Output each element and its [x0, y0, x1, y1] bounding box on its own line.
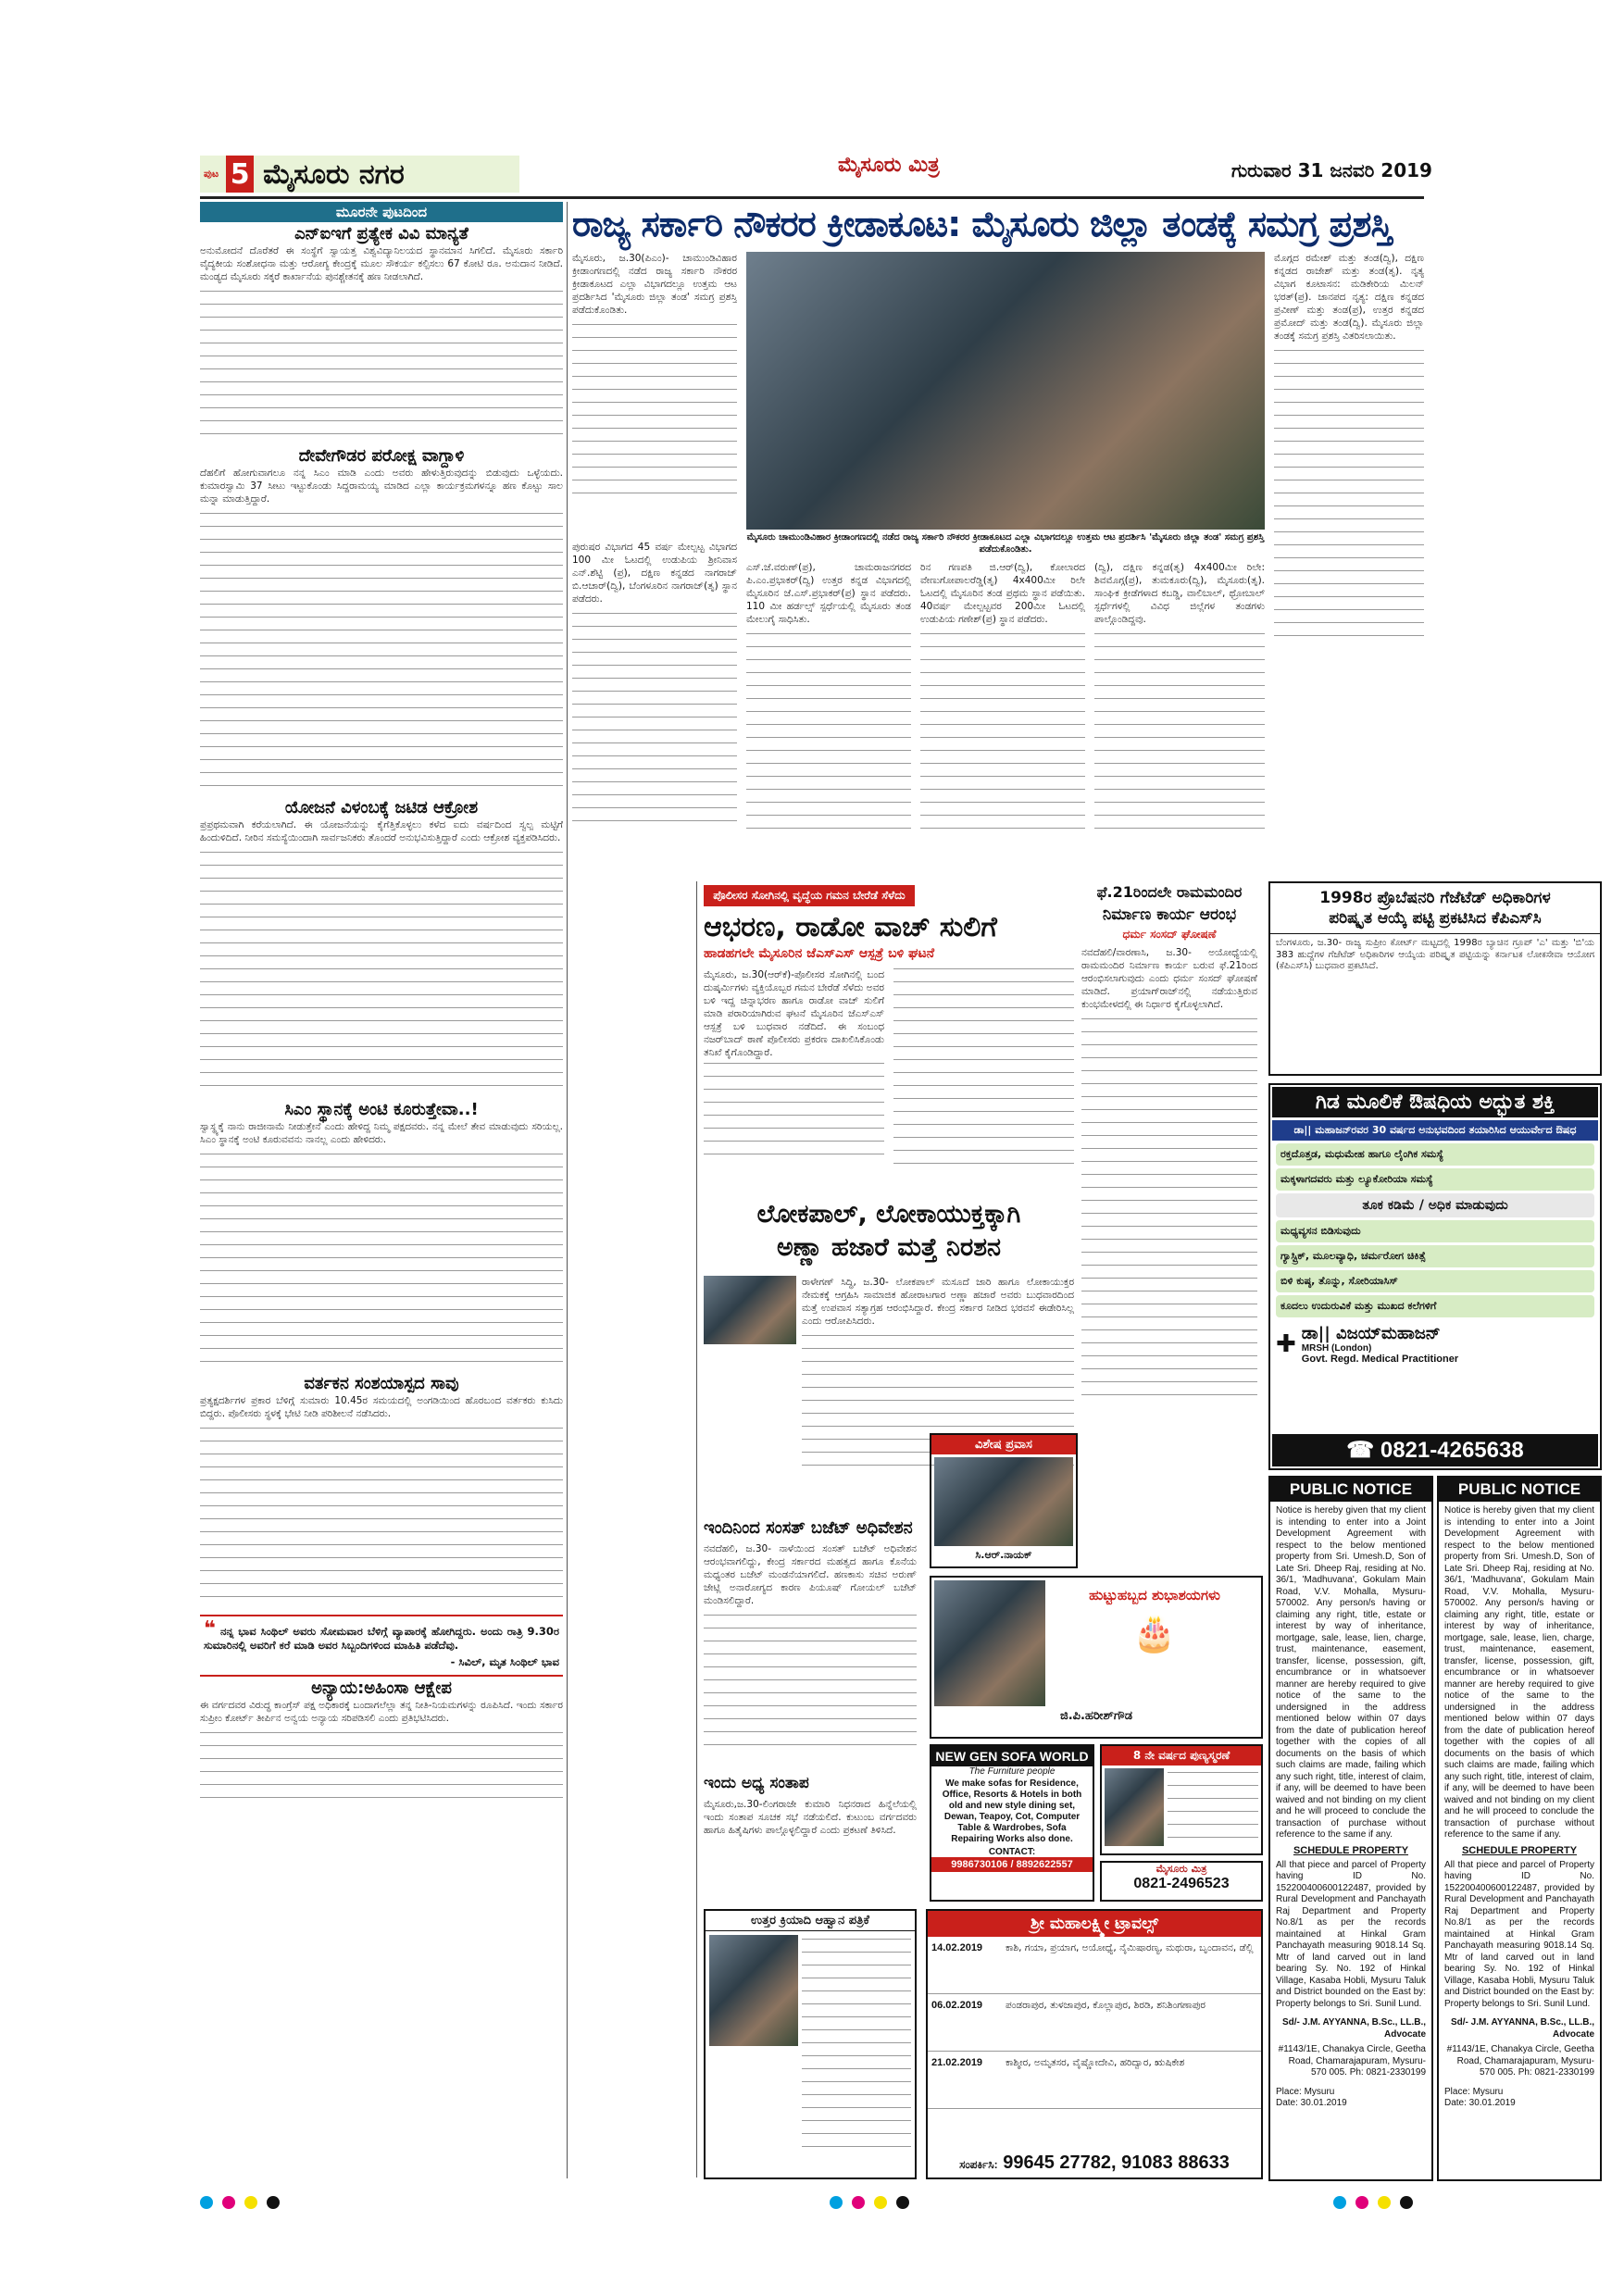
notice-address: #1143/1E, Chanakya Circle, Geetha Road, Chamarajapuram, Mysuru-570 005. Ph: 0821-2330199	[1446, 2044, 1594, 2078]
main-headline: ರಾಜ್ಯ ಸರ್ಕಾರಿ ನೌಕರರ ಕ್ರೀಡಾಕೂಟ: ಮೈಸೂರು ಜಿಲ್ಲಾ ತಂಡಕ್ಕೆ ಸಮಗ್ರ ಪ್ರಶಸ್ತಿ	[572, 204, 1392, 244]
travel-contact	[931, 2152, 1257, 2174]
black-dot	[267, 2196, 280, 2209]
black-dot	[1400, 2196, 1413, 2209]
birthday-photo	[934, 1580, 1045, 1706]
sofa-title: NEW GEN SOFA WORLD	[931, 1746, 1093, 1766]
herbal-title: ಗಿಡ ಮೂಲಿಕೆ ಔಷಧಿಯ ಅದ್ಭುತ ಶಕ್ತಿ	[1272, 1087, 1598, 1117]
text-block	[1081, 1015, 1257, 1404]
budget-headline: ಇಂದಿನಿಂದ ಸಂಸತ್ ಬಜೆಟ್ ಅಧಿವೇಶನ	[704, 1518, 913, 1538]
schedule-body: All that piece and parcel of Property having ID No. 152200400600122487, provided by Rural Development and Panchayath Raj Department and Property No.8/1 as per the records maintained at Hinkal Gram Panchayath measuring 9018.14 Sq. Mtr of land carved out in land bearing Sy. No. 192 of Hinkal Village, Kasaba Hobli, Mysuru Taluk and District bounded on the East by: Property belongs to Sri. Sunil Lund.	[1444, 1859, 1594, 2009]
page-number: 5	[226, 156, 254, 193]
story-headline: ಅನ್ಯಾಯ:ಅಹಿಂಸಾ ಆಕ್ಷೇಪ	[311, 1678, 452, 1698]
robbery-kicker: ಪೊಲೀಸರ ಸೋಗಿನಲ್ಲಿ ವೃದ್ಧೆಯ ಗಮನ ಬೇರೆಡೆ ಸೆಳೆದು	[704, 885, 915, 906]
doctor-qual: MRSH (London)	[1301, 1343, 1372, 1354]
text-block	[200, 1728, 563, 1803]
herbal-item: ತೂಕ ಕಡಿಮೆ / ಅಧಿಕ ಮಾಡುವುದು	[1276, 1193, 1594, 1217]
story-body: ಎಸ್.ಜೆ.ವರುಣ್(ಪ್ರ), ಚಾಮರಾಜನಗರದ ಪಿ.ಎಂ.ಪ್ರಭಾಕರ್(ದ್ವಿ) ಉತ್ತರ ಕನ್ನಡ ವಿಭಾಗದಲ್ಲಿ ಮೈಸೂರಿನ ಜೆ.ಎಸ್.ಪ್ರಭಾಕರ್(ಪ್ರ) ಸ್ಥಾನ ಪಡೆದರು. 110 ಮೀ ಹರ್ಡಲ್ಸ್ ಸ್ಪರ್ಧೆಯಲ್ಲಿ ಮೈಸೂರು ತಂಡ ಮೇಲುಗೈ ಸಾಧಿಸಿತು.	[746, 562, 911, 625]
continued-kicker: ಮೂರನೇ ಪುಟದಿಂದ	[200, 202, 563, 222]
text-block	[200, 287, 563, 444]
text-block	[200, 1150, 563, 1372]
herbal-phone-number: 0821-4265638	[1380, 1438, 1524, 1463]
doctor-name: ಡಾ|| ವಿಜಯ್‌ಮಹಾಜನ್	[1301, 1324, 1441, 1343]
herbal-ad	[1268, 1083, 1602, 1470]
story-body: ಸ್ವಾಸ್ಥ್ಯಕ್ಕೆ ನಾನು ರಾಜೀನಾಮೆ ನೀಡುತ್ತೇನೆ ಎಂದು ಹೇಳಿದ್ದ ನಿಮ್ಮ ಪಕ್ಷದವರು. ನನ್ನ ಮೇಲೆ ತೇವ ಮಾಡುವುದು ಸರಿಯಲ್ಲ. ಸಿಎಂ ಸ್ಥಾನಕ್ಕೆ ಅಂಟಿ ಕೂರುವವನು ನಾನಲ್ಲ ಎಂದು ಹೇಳಿದರು.	[200, 1121, 563, 1145]
death-invite-ad	[704, 1909, 917, 2179]
story-body: ಮೈಸೂರು,ಜ.30-ಲಿಂಗರಾಜೇ ಕುಮಾರಿ ನಿಧನರಾದ ಹಿನ್ನೆಲೆಯಲ್ಲಿ ಇಂದು ಸಂತಾಪ ಸೂಚಕ ಸಭೆ ನಡೆಯಲಿದೆ. ಕುಟುಂಬ ವರ್ಗದವರು ಹಾಗೂ ಹಿತೈಷಿಗಳು ಪಾಲ್ಗೊಳ್ಳಲಿದ್ದಾರೆ ಎಂದು ಪ್ರಕಟಣೆ ತಿಳಿಸಿದೆ.	[704, 1799, 917, 1836]
medical-cross-icon: ✚	[1276, 1330, 1296, 1358]
person-photo	[934, 1457, 1073, 1546]
anniversary-ad	[1100, 1744, 1263, 1855]
text-block	[746, 630, 911, 833]
sports-team-photo	[746, 252, 1265, 530]
text-block	[200, 848, 563, 1098]
sofa-ad	[930, 1744, 1094, 1902]
section-title: ಮೈಸೂರು ನಗರ	[263, 157, 405, 191]
lokpal-headline-2: ಅಣ್ಣಾ ಹಜಾರೆ ಮತ್ತೆ ನಿರಶನ	[776, 1233, 1002, 1262]
notice-address: #1143/1E, Chanakya Circle, Geetha Road, Chamarajapuram, Mysuru-570 005. Ph: 0821-2330199	[1278, 2044, 1426, 2078]
birthday-name: ಜಿ.ಪಿ.ಹರೀಶ್‌ಗೌಡ	[1059, 1709, 1133, 1723]
quote-mark-icon: ❝	[204, 1617, 216, 1641]
main-column-b	[746, 561, 911, 876]
anniversary-title	[1102, 1746, 1261, 1766]
story-headline: ದೇವೇಗೌಡರ ಪರೋಕ್ಷ ವಾಗ್ದಾಳಿ	[298, 446, 465, 466]
story-headline: ಯೋಜನೆ ವಿಳಂಬಕ್ಕೆ ಜಟಿಡ ಆಕ್ರೋಶ	[284, 798, 479, 817]
travel-desc: ಪಂಡರಾಪುರ, ತುಳಜಾಪುರ, ಕೊಲ್ಲಾಪುರ, ಶಿರಡಿ, ಶನಿಶಿಂಗಣಾಪುರ	[1006, 2000, 1206, 2011]
text-block	[1168, 1768, 1258, 1846]
anniversary-number: 8	[1132, 1749, 1142, 1762]
cyan-dot	[200, 2196, 213, 2209]
travel-desc: ಕಾಶ್ಮೀರ, ಅಮೃತಸರ, ವೈಷ್ಣೋದೇವಿ, ಹರಿದ್ವಾರ, ಋಷಿಕೇಶ	[1006, 2057, 1185, 2068]
story-headline: ಎನ್‌ಐಇಗೆ ಪ್ರತ್ಯೇಕ ವಿವಿ ಮಾನ್ಯತೆ	[294, 224, 468, 243]
story-body: ನವದೆಹಲಿ/ವಾರಣಾಸಿ, ಜ.30- ಅಯೋಧ್ಯೆಯಲ್ಲಿ ರಾಮಮಂದಿರ ನಿರ್ಮಾಣ ಕಾರ್ಯ ಬರುವ ಫೆ.21ರಿಂದ ಆರಂಭಿಸಲಾಗುವುದು ಎಂದು ಧರ್ಮ ಸಂಸದ್ ಘೋಷಣೆ ಮಾಡಿದೆ. ಪ್ರಯಾಗ್‌ರಾಜ್‌ನಲ್ಲಿ ನಡೆಯುತ್ತಿರುವ ಕುಂಭಮೇಳದಲ್ಲಿ ಈ ನಿರ್ಧಾರ ಕೈಗೊಳ್ಳಲಾಗಿದೆ.	[1081, 947, 1257, 1010]
yellow-dot	[1378, 2196, 1391, 2209]
date-line: ಗುರುವಾರ 31 ಜನವರಿ 2019	[1231, 159, 1432, 181]
birthday-ad	[930, 1576, 1263, 1739]
robbery-body	[704, 968, 1074, 1191]
story-body: ಪುರುಷರ ವಿಭಾಗದ 45 ವರ್ಷ ಮೇಲ್ಪಟ್ಟ ವಿಭಾಗದ 100 ಮೀ ಓಟದಲ್ಲಿ ಉಡುಪಿಯ ಶ್ರೀನಿವಾಸ ಎನ್.ಶೆಟ್ಟಿ (ಪ್ರ), ದಕ್ಷಿಣ ಕನ್ನಡದ ನಾಗರಾಜ್ ಬಿ.ಆಚಾರ್(ದ್ವಿ), ಬೆಂಗಳೂರಿನ ನಾಗರಾಜ್(ತೃ) ಸ್ಥಾನ ಪಡೆದರು.	[572, 542, 737, 605]
budget-body	[704, 1542, 917, 1765]
text-block	[572, 609, 737, 831]
robbery-headline: ಆಭರಣ, ರಾಡೋ ವಾಚ್ ಸುಲಿಗೆ	[704, 911, 997, 943]
robbery-subhead: ಹಾಡಹಗಲೇ ಮೈಸೂರಿನ ಜೆಎಸ್‌ಎಸ್ ಆಸ್ಪತ್ರೆ ಬಳಿ ಘಟನೆ	[704, 946, 935, 961]
kpsc-body: ಬೆಂಗಳೂರು, ಜ.30- ರಾಜ್ಯ ಸುಪ್ರೀಂ ಕೋರ್ಟ್ ಮಟ್ಟದಲ್ಲಿ 1998ರ ಬ್ಯಾಚಿನ ಗ್ರೂಪ್ 'ಎ' ಮತ್ತು 'ಬಿ'ಯ 383 ಹುದ್ದೆಗಳ ಗೆಜೆಟೆಡ್ ಅಧಿಕಾರಿಗಳ ಆಯ್ಕೆಯ ಪರಿಷ್ಕೃತ ಪಟ್ಟಿಯನ್ನು ಕರ್ನಾಟಕ ಲೋಕಸೇವಾ ಆಯೋಗ (ಕೆಪಿಎಸ್‌ಸಿ) ಬುಧವಾರ ಪ್ರಕಟಿಸಿದೆ.	[1276, 938, 1594, 971]
travel-title: ಶ್ರೀ ಮಹಾಲಕ್ಷ್ಮೀ ಟ್ರಾವಲ್ಸ್	[928, 1911, 1261, 1937]
travel-desc: ಕಾಶಿ, ಗಯಾ, ಪ್ರಯಾಗ, ಅಯೋಧ್ಯೆ, ನೈಮಿಷಾರಣ್ಯ, ಮಥುರಾ, ಬೃಂದಾವನ, ಡೆಲ್ಲಿ	[1006, 1942, 1254, 1953]
travel-date: 06.02.2019	[931, 2000, 983, 2011]
travel-row	[928, 1994, 1261, 2052]
visesha-title: ವಿಶೇಷ ಪ್ರವಾಸ	[931, 1435, 1076, 1454]
header-rule	[200, 196, 1424, 199]
notice-date: Date: 30.01.2019	[1276, 2098, 1347, 2108]
herbal-item: ರಕ್ತದೊತ್ತಡ, ಮಧುಮೇಹ ಹಾಗೂ ಲೈಂಗಿಕ ಸಮಸ್ಯೆ	[1276, 1143, 1594, 1166]
story-body: ರಿನ ಗಣಪತಿ ಜಿ.ಆರ್(ದ್ವಿ), ಕೋಲಾರದ ವೇಣುಗೋಪಾಲರೆಡ್ಡಿ(ತೃ) 4x400ಮೀ ರಿಲೇ ಓಟದಲ್ಲಿ ಮೈಸೂರಿನ ತಂಡ ಪ್ರಥಮ ಸ್ಥಾನ ಪಡೆಯಿತು. 40ವರ್ಷ ಮೇಲ್ಪಟ್ಟವರ 200ಮೀ ಓಟದಲ್ಲಿ ಉಡುಪಿಯ ಗಣೇಶ್(ಪ್ರ) ಸ್ಥಾನ ಪಡೆದರು.	[920, 562, 1085, 625]
public-notice-1	[1268, 1476, 1433, 2181]
photo-caption: ಮೈಸೂರು ಚಾಮುಂಡಿವಿಹಾರ ಕ್ರೀಡಾಂಗಣದಲ್ಲಿ ನಡೆದ ರಾಜ್ಯ ಸರ್ಕಾರಿ ನೌಕರರ ಕ್ರೀಡಾಕೂಟದ ಎಲ್ಲಾ ವಿಭಾಗದಲ್ಲೂ ಉತ್ತಮ ಆಟ ಪ್ರದರ್ಶಿಸಿ 'ಮೈಸೂರು ಜಿಲ್ಲಾ ತಂಡ' ಸಮಗ್ರ ಪ್ರಶಸ್ತಿ ಪಡೆದುಕೊಂಡಿತು.	[746, 532, 1265, 555]
travel-row	[928, 2052, 1261, 2109]
notice-body: Notice is hereby given that my client is intending to enter into a Joint Development Agreement with respect to the below mentioned property from Sri. Umesh.D, Son of Late Sri. Dheep Raj, residing at No. 36/1, 'Madhuvana', Gokulam Main Road, V.V. Mohalla, Mysuru-570002. Any person/s having or claiming any right, title, estate or interest by way of inheritance, mortgage, sale, lease, lien, charge, trust, maintenance, easement, transfer, license, possession, gift, encumbrance or in whatsoever manner are hereby required to give notice of the same to the undersigned in the address mentioned below within 07 days from the date of publication hereof together with the copies of all documents on the basis of which such claims are made, failing which any such right, title, interest of claim, if any, will be deemed to have been waived and not binding on my client and he will proceed to conclude the transaction of purchase without reference to the same if any.	[1276, 1505, 1426, 1840]
condolence-headline: ಇಂದು ಅಧ್ಯ ಸಂತಾಪ	[704, 1774, 809, 1792]
story-body: ನವದೆಹಲಿ, ಜ.30- ನಾಳೆಯಿಂದ ಸಂಸತ್ ಬಜೆಟ್ ಅಧಿವೇಶನ ಆರಂಭವಾಗಲಿದ್ದು, ಕೇಂದ್ರ ಸರ್ಕಾರದ ಮಹತ್ವದ ಹಾಗೂ ಕೊನೆಯ ಮಧ್ಯಂತರ ಬಜೆಟ್ ಮಂಡನೆಯಾಗಲಿದೆ. ಹಣಕಾಸು ಸಚಿವ ಅರುಣ್ ಜೇಟ್ಲಿ ಅನಾರೋಗ್ಯದ ಕಾರಣ ಪಿಯೂಷ್ ಗೋಯಲ್ ಬಜೆಟ್ ಮಂಡಿಸಲಿದ್ದಾರೆ.	[704, 1543, 917, 1606]
pull-quote	[200, 1615, 563, 1677]
story-body: ಈ ವರ್ಗದವರ ವಿರುದ್ಧ ಕಾಂಗ್ರೆಸ್ ಪಕ್ಷ ಅಧಿಕಾರಕ್ಕೆ ಬಂದಾಗಲೆಲ್ಲಾ ತನ್ನ ನೀತಿ-ನಿಯಮಗಳನ್ನು ರೂಪಿಸಿದೆ. ಇಂದು ಸರ್ಕಾರ ಸುಪ್ರೀಂ ಕೋರ್ಟ್ ತೀರ್ಪಿನ ಅನ್ವಯ ಅನ್ಯಾಯ ಸರಿಪಡಿಸಲಿ ಎಂದು ಪ್ರತಿಭಟಿಸಿದರು.	[200, 1700, 563, 1724]
memorial-photo	[1105, 1768, 1164, 1846]
magenta-dot	[222, 2196, 235, 2209]
person-name: ಸಿ.ಆರ್.ನಾಯಕ್	[975, 1549, 1032, 1561]
cake-icon: 🎂	[1132, 1613, 1177, 1653]
registration-marks-left	[200, 2196, 280, 2209]
column-rule	[696, 881, 697, 2177]
anna-hazare-photo	[704, 1276, 796, 1344]
story-body: ಮೈಸೂರು, ಜ.30(ಆರ್‌ಕೆ)-ಪೊಲೀಸರ ಸೋಗಿನಲ್ಲಿ ಬಂದ ದುಷ್ಕರ್ಮಿಗಳು ವ್ಯಕ್ತಿಯೊಬ್ಬರ ಗಮನ ಬೇರೆಡೆ ಸೆಳೆದು ಅವರ ಬಳಿ ಇದ್ದ ಚಿನ್ನಾಭರಣ ಹಾಗೂ ರಾಡೋ ವಾಚ್ ಸುಲಿಗೆ ಮಾಡಿ ಪರಾರಿಯಾಗಿರುವ ಘಟನೆ ಮೈಸೂರಿನ ಜೆಎಸ್‌ಎಸ್ ಆಸ್ಪತ್ರೆ ಬಳಿ ಬುಧವಾರ ನಡೆದಿದೆ. ಈ ಸಂಬಂಧ ನಜರ್‌ಬಾದ್ ಠಾಣೆ ಪೊಲೀಸರು ಪ್ರಕರಣ ದಾಖಲಿಸಿಕೊಂಡು ತನಿಖೆ ಕೈಗೊಂಡಿದ್ದಾರೆ.	[704, 969, 884, 1058]
text-block	[920, 630, 1085, 833]
main-column-d	[1094, 561, 1265, 876]
doctor-reg: Govt. Regd. Medical Practitioner	[1301, 1354, 1459, 1365]
main-column-a	[572, 541, 737, 879]
lokpal-headline-1: ಲೋಕಪಾಲ್, ಲೋಕಾಯುಕ್ತಕ್ಕಾಗಿ	[756, 1200, 1021, 1229]
text-block	[200, 509, 563, 796]
notice-body: Notice is hereby given that my client is intending to enter into a Joint Development Agreement with respect to the below mentioned property from Sri. Umesh.D, Son of Late Sri. Dheep Raj, residing at No. 36/1, 'Madhuvana', Gokulam Main Road, V.V. Mohalla, Mysuru-570002. Any person/s having or claiming any right, title, estate or interest by way of inheritance, mortgage, sale, lease, lien, charge, trust, maintenance, easement, transfer, license, possession, gift, encumbrance or in whatsoever manner are hereby required to give notice of the same to the undersigned in the address mentioned below within 07 days from the date of publication hereof together with the copies of all documents on the basis of which such claims are made, failing which any such right, title, interest of claim, if any, will be deemed to have been waived and not binding on my client and he will proceed to conclude the transaction of purchase without reference to the same if any.	[1444, 1505, 1594, 1840]
cyan-dot	[1333, 2196, 1346, 2209]
public-notice-2	[1437, 1476, 1602, 2181]
text-block	[572, 320, 737, 505]
herbal-tagline: ಡಾ|| ಮಹಾಜನ್‌ರವರ 30 ವರ್ಷದ ಅನುಭವದಿಂದ ತಯಾರಿಸಿದ ಆಯುರ್ವೇದ ಔಷಧ	[1272, 1120, 1598, 1141]
kpsc-story	[1268, 881, 1602, 1076]
schedule-title: SCHEDULE PROPERTY	[1461, 1844, 1578, 1856]
page-label: ಪುಟ	[204, 168, 219, 180]
kpsc-headline-1: 1998ರ ಪ್ರೊಬೆಷನರಿ ಗೆಜೆಟೆಡ್ ಅಧಿಕಾರಿಗಳ	[1319, 889, 1551, 907]
text-block	[1274, 346, 1424, 643]
sofa-phone: 9986730106 / 8892622557	[931, 1857, 1093, 1872]
story-body: ದೆಹಲಿಗೆ ಹೋಗುವಾಗಲೂ ನನ್ನ ಸಿಎಂ ಮಾಡಿ ಎಂದು ಅವರು ಹೇಳುತ್ತಿರುವುದನ್ನು ಬಿಡುವುದು ಒಳ್ಳೆಯದು. ಕುಮಾರಸ್ವಾಮಿ 37 ಸೀಟು ಇಟ್ಟುಕೊಂಡು ಸಿದ್ದರಾಮಯ್ಯ ಮಾಡಿದ ಎಲ್ಲಾ ಕಾರ್ಯಕ್ರಮಗಳನ್ನೂ ಹಣ ಕೊಟ್ಟು ಸಾಲ ಮನ್ನಾ ಮಾಡುತ್ತಿದ್ದಾರೆ.	[200, 468, 563, 505]
ram-kicker: ಫೆ.21ರಿಂದಲೇ ರಾಮಮಂದಿರ	[1096, 883, 1243, 901]
herbal-doctor	[1272, 1320, 1598, 1368]
story-body: ಮೊಗ್ಗದ ರಮೇಶ್ ಮತ್ತು ತಂಡ(ದ್ವಿ), ದಕ್ಷಿಣ ಕನ್ನಡದ ರಾಜೇಶ್ ಮತ್ತು ತಂಡ(ತೃ). ನೃತ್ಯ ವಿಭಾಗ ಕೂಟಾಸನ: ಮಡಿಕೇರಿಯ ಮಿಲನ್ ಭರತ್(ಪ್ರ). ಜಾನಪದ ನೃತ್ಯ: ದಕ್ಷಿಣ ಕನ್ನಡದ ಪ್ರವೀಣ್ ಮತ್ತು ತಂಡ(ಪ್ರ), ಉತ್ತರ ಕನ್ನಡದ ಪ್ರಮೋದ್ ಮತ್ತು ತಂಡ(ದ್ವಿ). ಮೈಸೂರು ಜಿಲ್ಲಾ ತಂಡಕ್ಕೆ ಸಮಗ್ರ ಪ್ರಶಸ್ತಿ ವಿತರಿಸಲಾಯಿತು.	[1274, 253, 1424, 342]
herbal-item: ಮಧ್ಯವ್ಯಸನ ಬಿಡಿಸುವುದು	[1276, 1220, 1594, 1242]
herbal-phone: ☎ 0821-4265638	[1272, 1434, 1598, 1466]
sofa-contact-label: CONTACT:	[988, 1847, 1036, 1857]
text-block	[802, 1935, 911, 2157]
sofa-body: We make sofas for Residence, Office, Resorts & Hotels in both old and new style dining set, Dewan, Teapoy, Cot, Computer Table & Wardrobes, Sofa Repairing Works also done.	[942, 1778, 1082, 1844]
notice-signature: Sd/- J.M. AYYANNA, B.Sc., LL.B., Advocate	[1450, 2017, 1594, 2040]
notice-place: Place: Mysuru	[1444, 2086, 1504, 2097]
death-invite-title: ಉತ್ತರ ಕ್ರಿಯಾದಿ ಆಹ್ವಾನ ಪತ್ರಿಕೆ	[706, 1911, 915, 1931]
ram-headline: ನಿರ್ಮಾಣ ಕಾರ್ಯ ಆರಂಭ	[1102, 905, 1237, 924]
black-dot	[896, 2196, 909, 2209]
main-column-e	[1274, 252, 1424, 724]
masthead: ಮೈಸೂರು ಮಿತ್ರ	[838, 154, 940, 177]
travel-date: 21.02.2019	[931, 2057, 983, 2068]
travel-row	[928, 1937, 1261, 1994]
travel-phone: 99645 27782, 91083 88633	[1003, 2152, 1230, 2173]
story-body: ಪ್ರತ್ಯಕ್ಷದರ್ಶಿಗಳ ಪ್ರಕಾರ ಬೆಳಿಗ್ಗೆ ಸುಮಾರು 10.45ರ ಸಮಯದಲ್ಲಿ ಅಂಗಡಿಯಿಂದ ಹೊರಬಂದ ವರ್ತಕರು ಕುಸಿದು ಬಿದ್ದರು. ಪೊಲೀಸರು ಸ್ಥಳಕ್ಕೆ ಭೇಟಿ ನೀಡಿ ಪರಿಶೀಲನೆ ನಡೆಸಿದರು.	[200, 1395, 563, 1419]
text-block	[200, 1424, 563, 1609]
notice-title: PUBLIC NOTICE	[1270, 1478, 1431, 1502]
story-body: ರಾಳೇಗಣ್ ಸಿದ್ಧಿ, ಜ.30- ಲೋಕಪಾಲ್ ಮಸೂದೆ ಜಾರಿ ಹಾಗೂ ಲೋಕಾಯುಕ್ತರ ನೇಮಕಕ್ಕೆ ಆಗ್ರಹಿಸಿ ಸಾಮಾಜಿಕ ಹೋರಾಟಗಾರ ಅಣ್ಣಾ ಹಜಾರೆ ಅವರು ಬುಧವಾರದಿಂದ ಮತ್ತೆ ಉಪವಾಸ ಸತ್ಯಾಗ್ರಹ ಆರಂಭಿಸಿದ್ದಾರೆ. ಕೇಂದ್ರ ಸರ್ಕಾರ ನೀಡಿದ ಭರವಸೆ ಈಡೇರಿಸಿಲ್ಲ ಎಂದು ಆರೋಪಿಸಿದರು.	[802, 1277, 1074, 1327]
notice-signature: Sd/- J.M. AYYANNA, B.Sc., LL.B., Advocate	[1281, 2017, 1426, 2040]
birthday-title: ಹುಟ್ಟುಹಬ್ಬದ ಶುಭಾಶಯಗಳು	[1089, 1587, 1220, 1603]
story-body: ಅನುಮೋದನೆ ದೊರೆತರೆ ಈ ಸಂಸ್ಥೆಗೆ ಸ್ವಾಯತ್ತ ವಿಶ್ವವಿದ್ಯಾನಿಲಯದ ಸ್ಥಾನಮಾನ ಸಿಗಲಿದೆ. ಮೈಸೂರು ಸರ್ಕಾರಿ ವೈದ್ಯಕೀಯ ಸಂಶೋಧನಾ ಮತ್ತು ಆರೋಗ್ಯ ಕೇಂದ್ರಕ್ಕೆ ಮೂಲ ಸೌಕರ್ಯ ಕಲ್ಪಿಸಲು 67 ಕೋಟಿ ರೂ. ಅನುದಾನ ನೀಡಿದೆ. ಮಂಡ್ಯದ ಮೈಸೂರು ಸಕ್ಕರೆ ಕಾರ್ಖಾನೆಯ ಪುನಶ್ಚೇತನಕ್ಕೆ ಹಣ ನೀಡಲಾಗಿದೆ.	[200, 245, 563, 282]
herbal-item: ಮಕ್ಕಳಾಗದವರು ಮತ್ತು ಲ್ಯೂಕೋರಿಯಾ ಸಮಸ್ಯೆ	[1276, 1168, 1594, 1191]
travel-ad	[926, 1909, 1263, 2179]
mitra-phone: 0821-2496523	[1133, 1876, 1230, 1891]
visesha-ad	[930, 1433, 1078, 1568]
herbal-item: ಕೂದಲು ಉದುರುವಿಕೆ ಮತ್ತು ಮುಖದ ಕಲೆಗಳಿಗೆ	[1276, 1295, 1594, 1317]
quote-text: ನನ್ನ ಭಾವ ಸಿಂಥಿಲ್ ಅವರು ಸೋಮವಾರ ಬೆಳಿಗ್ಗೆ ವ್ಯಾಪಾರಕ್ಕೆ ಹೋಗಿದ್ದರು. ಅಂದು ರಾತ್ರಿ 9.30ರ ಸುಮಾರಿನಲ್ಲಿ ಅವರಿಗೆ ಕರೆ ಮಾಡಿ ಅವರ ಸಿಬ್ಬಂದಿಗಳಿಂದ ಮಾಹಿತಿ ಪಡೆದೆವು.	[204, 1625, 559, 1652]
section-header	[200, 156, 519, 193]
notice-date: Date: 30.01.2019	[1444, 2098, 1516, 2108]
anniversary-title-text: ನೇ ವರ್ಷದ ಪುಣ್ಯಸ್ಮರಣೆ	[1144, 1749, 1230, 1762]
magenta-dot	[852, 2196, 865, 2209]
condolence-body	[704, 1798, 917, 1900]
herbal-item: ಗ್ಯಾಸ್ಟ್ರಿಕ್, ಮೂಲವ್ಯಾಧಿ, ಚರ್ಮರೋಗ ಚಿಕಿತ್ಸೆ	[1276, 1245, 1594, 1267]
main-column-c	[920, 561, 1085, 876]
cyan-dot	[830, 2196, 843, 2209]
kpsc-headline-2: ಪರಿಷ್ಕೃತ ಆಯ್ಕೆ ಪಟ್ಟಿ ಪ್ರಕಟಿಸಿದ ಕೆಪಿಎಸ್‌ಸಿ	[1270, 907, 1600, 934]
quote-author: - ಸಿವಿಲ್, ಮೃತ ಸಿಂಥಿಲ್ ಭಾವ	[450, 1655, 559, 1668]
travel-date: 14.02.2019	[931, 1942, 983, 1953]
story-body: (ದ್ವಿ), ದಕ್ಷಿಣ ಕನ್ನಡ(ತೃ) 4x400ಮೀ ರಿಲೇ: ಶಿವಮೊಗ್ಗ(ಪ್ರ), ತುಮಕೂರು(ದ್ವಿ), ಮೈಸೂರು(ತೃ). ಸಾಂಘಿಕ ಕ್ರೀಡೆಗಳಾದ ಕಬಡ್ಡಿ, ವಾಲಿಬಾಲ್, ಥ್ರೋಬಾಲ್ ಸ್ಪರ್ಧೆಗಳಲ್ಲಿ ವಿವಿಧ ಜಿಲ್ಲೆಗಳ ತಂಡಗಳು ಪಾಲ್ಗೊಂಡಿದ್ದವು.	[1094, 562, 1265, 625]
yellow-dot	[244, 2196, 257, 2209]
yellow-dot	[874, 2196, 887, 2209]
deceased-photo	[709, 1935, 798, 2046]
mitra-brand: ಮೈಸೂರು ಮಿತ್ರ	[1156, 1863, 1207, 1875]
schedule-body: All that piece and parcel of Property having ID No. 152200400600122487, provided by Rural Development and Panchayath Raj Department and Property No.8/1 as per the records maintained at Hinkal Gram Panchayath measuring 9018.14 Sq. Mtr of land carved out in land bearing Sy. No. 192 of Hinkal Village, Kasaba Hobli, Mysuru Taluk and District bounded on the East by: Property belongs to Sri. Sunil Lund.	[1276, 1859, 1426, 2009]
left-column	[200, 202, 563, 2178]
text-block	[704, 1611, 917, 1750]
travel-contact-label: ಸಂಪರ್ಕಿಸಿ:	[959, 2158, 998, 2171]
notice-place: Place: Mysuru	[1276, 2086, 1335, 2097]
column-rule	[567, 202, 568, 2178]
story-headline: ಸಿಎಂ ಸ್ಥಾನಕ್ಕೆ ಅಂಟಿ ಕೂರುತ್ತೇವಾ..!	[284, 1100, 479, 1119]
text-block	[1094, 630, 1265, 833]
ram-body	[1081, 946, 1257, 1428]
registration-marks-right	[1333, 2196, 1413, 2209]
registration-marks-center	[830, 2196, 909, 2209]
notice-title: PUBLIC NOTICE	[1439, 1478, 1600, 1502]
story-headline: ವರ್ತಕನ ಸಂಶಯಾಸ್ಪದ ಸಾವು	[304, 1374, 459, 1393]
ram-subhead: ಧರ್ಮ ಸಂಸದ್ ಘೋಷಣೆ	[1122, 928, 1217, 941]
story-body: ಪ್ರಪ್ರಥಮವಾಗಿ ಕರೆಯಲಾಗಿದೆ. ಈ ಯೋಜನೆಯನ್ನು ಕೈಗೆತ್ತಿಕೊಳ್ಳಲು ಕಳೆದ ಐದು ವರ್ಷದಿಂದ ಸ್ವಲ್ಪ ಮಟ್ಟಿಗೆ ಹಿಂದುಳಿದಿದೆ. ನೀರಿನ ಸಮಸ್ಯೆಯಿಂದಾಗಿ ಸಾರ್ವಜನಿಕರು ತೊಂದರೆ ಅನುಭವಿಸುತ್ತಿದ್ದಾರೆ ಎಂದು ಆಕ್ರೋಶ ವ್ಯಕ್ತಪಡಿಸಿದರು.	[200, 819, 563, 843]
lead-text: ಮೈಸೂರು, ಜ.30(ಪಿಎಂ)- ಚಾಮುಂಡಿವಿಹಾರ ಕ್ರೀಡಾಂಗಣದಲ್ಲಿ ನಡೆದ ರಾಜ್ಯ ಸರ್ಕಾರಿ ನೌಕರರ ಕ್ರೀಡಾಕೂಟದ ಎಲ್ಲಾ ವಿಭಾಗದಲ್ಲೂ ಉತ್ತಮ ಆಟ ಪ್ರದರ್ಶಿಸಿದ 'ಮೈಸೂರು ಜಿಲ್ಲಾ ತಂಡ' ಸಮಗ್ರ ಪ್ರಶಸ್ತಿ ಪಡೆದುಕೊಂಡಿತು.	[572, 253, 737, 316]
herbal-item: ಬಿಳಿ ಕುಷ್ಠ, ತೊನ್ನು, ಸೋರಿಯಾಸಿಸ್	[1276, 1270, 1594, 1292]
mitra-ad	[1100, 1861, 1263, 1902]
sofa-tagline: The Furniture people	[968, 1766, 1056, 1777]
schedule-title: SCHEDULE PROPERTY	[1293, 1844, 1409, 1856]
magenta-dot	[1355, 2196, 1368, 2209]
main-lead	[572, 252, 737, 534]
